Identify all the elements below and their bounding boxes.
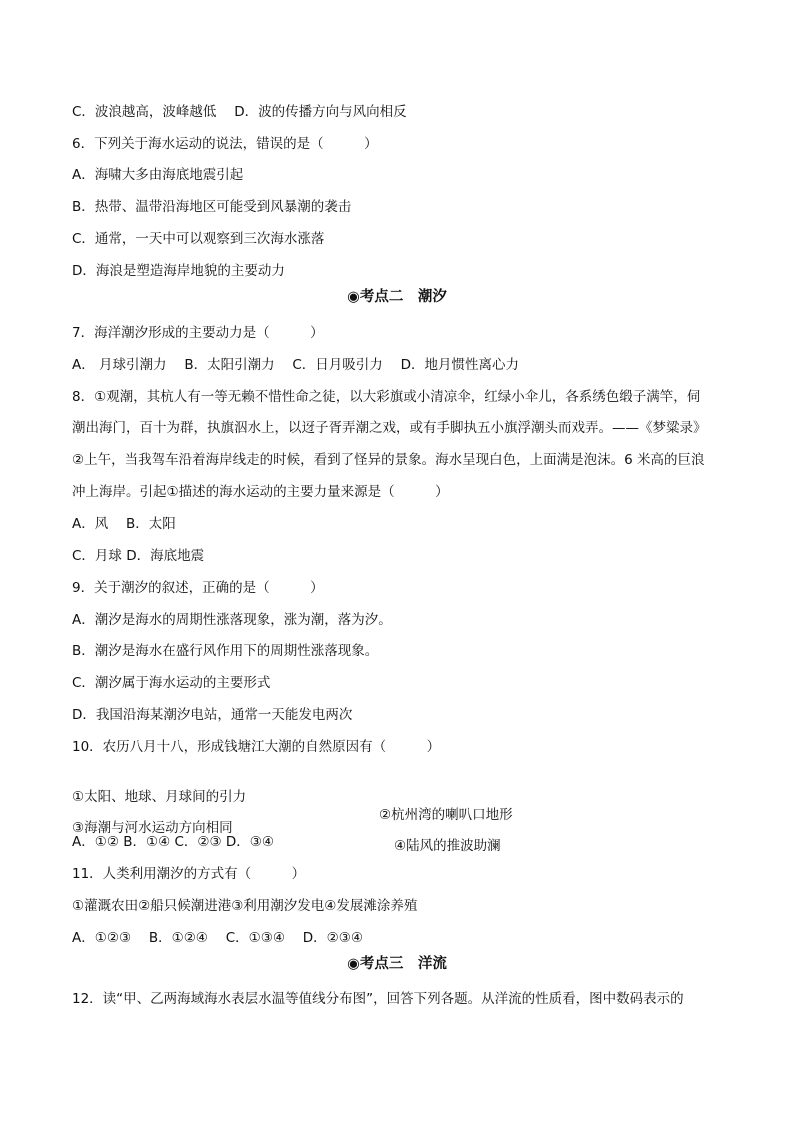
question-8-line-4: 冲上海岸。引起①描述的海水运动的主要力量来源是（ ）	[72, 484, 449, 500]
section-heading-tides	[0, 288, 794, 306]
q6-option-c: C．通常，一天中可以观察到三次海水涨落	[72, 231, 325, 247]
line-c5: C．波浪越高，波峰越低 D．波的传播方向与风向相反	[72, 104, 407, 120]
question-8-line-1: 8．①观潮，其杭人有一等无赖不惜性命之徒，以大彩旗或小清凉伞，红绿小伞儿，各系绣色缎子满竿，伺	[72, 389, 701, 405]
q10-options: A．①② B．①④ C．②③ D．③④	[72, 834, 275, 850]
question-7: 7．海洋潮汐形成的主要动力是（ ）	[72, 325, 324, 341]
statement-4: ④陆风的推波助澜	[394, 838, 501, 854]
heading-text: 考点三 洋流	[359, 956, 447, 972]
q9-option-a: A．潮汐是海水的周期性涨落现象，涨为潮，落为汐。	[72, 612, 392, 628]
question-8-line-2: 潮出海门，百十为群，执旗泅水上，以迓子胥弄潮之戏，或有手脚执五小旗浮潮头而戏弄。——《梦粱录》	[72, 420, 707, 436]
question-12: 12．读“甲、乙两海域海水表层水温等值线分布图”，回答下列各题。从洋流的性质看，图中数码表示的	[72, 991, 684, 1007]
q11-statements: ①灌溉农田②船只候潮进港③利用潮汐发电④发展滩涂养殖	[72, 898, 418, 914]
q6-option-d: D．海浪是塑造海岸地貌的主要动力	[72, 263, 285, 279]
q8-options-ab: A．风 B．太阳	[72, 516, 176, 532]
q9-option-d: D．我国沿海某潮汐电站，通常一天能发电两次	[72, 707, 353, 723]
question-6: 6．下列关于海水运动的说法，错误的是（ ）	[72, 136, 378, 152]
question-8-line-3: ②上午，当我驾车沿着海岸线走的时候，看到了怪异的景象。海水呈现白色，上面满是泡沫。6 米高的巨浪	[72, 452, 705, 468]
section-heading-currents	[0, 955, 794, 973]
q7-options: A． 月球引潮力 B．太阳引潮力 C．日月吸引力 D．地月惯性离心力	[72, 357, 519, 373]
q6-option-a: A．海啸大多由海底地震引起	[72, 167, 244, 183]
question-10: 10．农历八月十八，形成钱塘江大潮的自然原因有（ ）	[72, 739, 441, 755]
q9-option-c: C．潮汐属于海水运动的主要形式	[72, 675, 271, 691]
q9-option-b: B．潮汐是海水在盛行风作用下的周期性涨落现象。	[72, 643, 379, 659]
bullet-circle-icon: ◉	[347, 289, 360, 305]
question-9: 9．关于潮汐的叙述，正确的是（ ）	[72, 580, 324, 596]
question-11: 11．人类利用潮汐的方式有（ ）	[72, 866, 306, 882]
statement-3: ③海潮与河水运动方向相同	[72, 820, 233, 836]
statement-1: ①太阳、地球、月球间的引力	[72, 789, 247, 805]
heading-text: 考点二 潮汐	[359, 289, 447, 305]
q8-options-cd: C．月球 D．海底地震	[72, 548, 205, 564]
bullet-circle-icon: ◉	[347, 956, 360, 972]
q11-options: A．①②③ B．①②④ C．①③④ D．②③④	[72, 930, 363, 946]
q6-option-b: B．热带、温带沿海地区可能受到风暴潮的袭击	[72, 199, 352, 215]
statement-2: ②杭州湾的喇叭口地形	[379, 807, 513, 823]
